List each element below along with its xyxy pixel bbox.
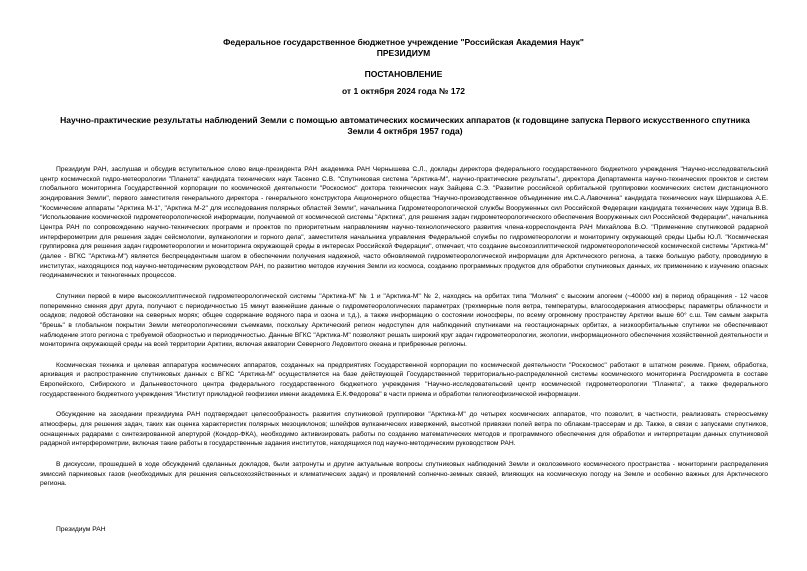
paragraph: Обсуждение на заседании президиума РАН подтверждает целесообразность развития спутниковой группировки "Арктика-М" до четырех космических аппаратов, что позволит, в частности, реализовать стереосъемку атмосферы, для решения задач, таких как оценка характеристик полярных мезоциклонов; шлейфов вулканических извержений, высотной привязки полей ветра по облакам-трассерам и др. Также, в связи с запусками спутников, оснащенных радарами с синтезированной апертурой (Кондор-ФКА), необходимо активизировать работы по созданию математических методов и программного обеспечения для обработки и интерпретации данных спутниковой радарной интерферометрии, включая такие работы в государственные задания институтов, находящихся под научно-методическим руководством РАН. [40, 411, 768, 448]
paragraph: Спутники первой в мире высокоэллиптической гидрометеорологической системы "Арктика-М" № 1 и "Арктика-М" № 2, находясь на орбитах типа "Молния" с высоким апогеем (~40000 км) в период обращения - 12 часов попеременно сменяя друг друга, получают с периодичностью 15 минут важнейшие данные о гидрометеорологических параметрах (трехмерные поля ветра, температуры, влагосодержания атмосферы; параметры облачности и осадков; ледовой обстановки на северных морях; общее содержание водяного пара и озона и т.д.), а также информацию о состоянии ионосферы, по всему огромному пространству Арктики выше 60° с.ш. Тем самым закрыта "брешь" в глобальном покрытии Земли метеорологическими съемками, поскольку Арктический регион недоступен для наблюдений спутниками на геостационарных орбитах, а низкоорбитальные спутники не обеспечивают наблюдение этого региона с требуемой обзорностью и периодичностью. Данные ВГКС "Арктика-М" позволяют решать широкий круг задач гидрометеорологии, экологии, информационного обеспечения хозяйственной деятельности и мониторинга окружающей среды на всей территории Арктики, включая акватории Северного Ледовитого океана и прибрежные регионы. [40, 292, 768, 349]
document-body [40, 165, 768, 500]
document-type: ПОСТАНОВЛЕНИЕ [364, 69, 443, 79]
document-date-number: от 1 октября 2024 года № 172 [341, 86, 466, 96]
document-title: Научно-практические результаты наблюдений Земли с помощью автоматических космических аппаратов (к годовщине запуска Первого искусственного спутника Земли 4 октября 1957 года) [60, 115, 750, 136]
organization-name: Федеральное государственное бюджетное учреждение "Российская Академия Наук" [223, 37, 584, 47]
presidium-heading: ПРЕЗИДИУМ [376, 48, 431, 58]
signature-line: Президиум РАН [56, 526, 106, 533]
paragraph: Космическая техника и целевая аппаратура космических аппаратов, созданных на предприятиях Государственной корпорации по космической деятельности "Роскосмос" работают в штатном режиме. Прием, обработка, архивация и распространение спутниковых данных с ВГКС "Арктика-М" осуществляется на базе действующей Государственной территориально-распределенной системы космического мониторинга Росгидромета в составе Европейского, Сибирского и Дальневосточного центра федерального государственного бюджетного учреждения "Научно-исследовательский центр космической гидрометеорологии "Планета", а также федерального государственного бюджетного учреждения "Институт прикладной геофизики имени академика Е.К.Федорова" в части приема и обработки гелиогеофизической информации. [40, 361, 768, 398]
paragraph: Президиум РАН, заслушав и обсудив вступительное слово вице-президента РАН академика РАН Чернышева С.Л., доклады директора федерального государственного бюджетного учреждения "Научно-исследовательский центр космической гидро-метеорологии "Планета" кандидата технических наук Тасенко С.В. "Спутниковая система "Арктика-М", научно-практические результаты", директора Департамента научно-технических проектов и систем глобального мониторинга Государственной корпорации по космической деятельности "Роскосмос" доктора технических наук Зайцева С.Э. "Развитие российской орбитальной группировки космических систем дистанционного зондирования Земли", первого заместителя генерального директора - генерального конструктора Акционерного общества "Научно-производственное объединение им.С.А.Лавочкина" кандидата технических наук Ширшакова А.Е. "Космические аппараты "Арктика М-1", "Арктика М-2" для исследования полярных областей Земли", начальника Гидрометеорологической службы Вооруженных сил Российской Федерации кандидата технических наук Удрица В.В. "Использование космической гидрометеорологической информации, получаемой от космической системы "Арктика", для решения задач гидрометеорологического обеспечения Вооруженных сил Российской Федерации", начальника Центра РАН по сопровождению научно-технических программ и проектов по приоритетным направлениям научно-технологического развития члена-корреспондента РАН Михайлова В.О. "Применение спутниковой радарной интерферометрии для решения задач сейсмологии, вулканологии и горного дела", заместителя начальника управления Федеральной службы по гидрометеорологии и мониторингу окружающей среды Цыбы Ю.Л. "Космическая группировка для решения задач гидрометеорологии и мониторинга окружающей среды в интересах Российской Федерации", отмечает, что создание высокоэллиптической гидрометеорологической космической системы "Арктика-М" (далее - ВГКС "Арктика-М") является беспрецедентным шагом в обеспечении получения надежной, часто обновляемой гидрометеорологической информации для Арктического региона, а также большую работу, проводимую в институтах, находящихся под научно-методическим руководством РАН, по развитию методов изучения Земли из космоса, созданию программных продуктов для обработки спутниковых данных, их применению к изучению опасных геодинамических и техногенных процессов. [40, 166, 768, 280]
paragraph: В дискуссии, прошедшей в ходе обсуждений сделанных докладов, были затронуты и другие актуальные вопросы спутниковых наблюдений Земли и околоземного космического пространства - мониторинги распределения эмиссий парниковых газов (необходимых для решения сельскохозяйственных и климатических задач) и проявлений солнечно-земных связей, влияющих на космическую погоду на Земле и особенно важных для Арктического региона. [40, 461, 768, 488]
